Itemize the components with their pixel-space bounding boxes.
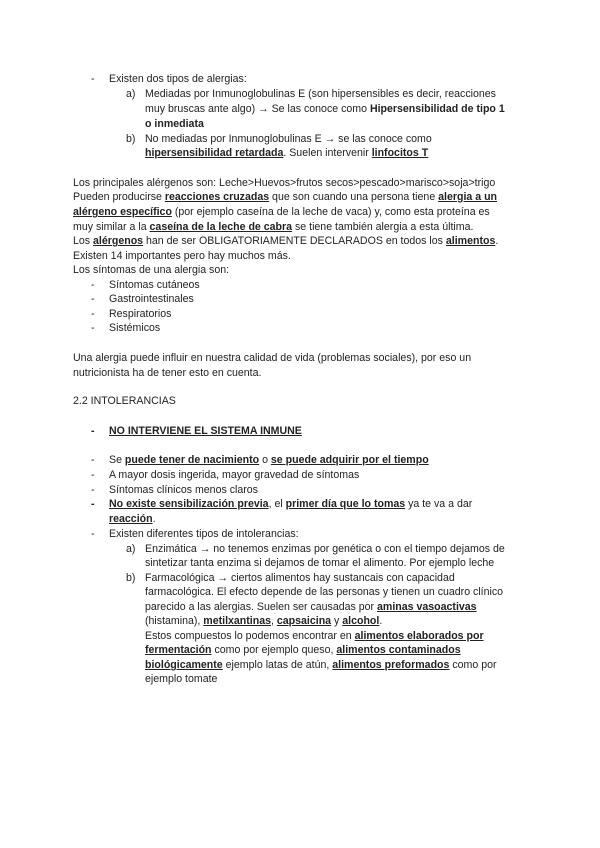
list-item: Sistémicos	[109, 322, 161, 334]
underlined-term: NO INTERVIENE EL SISTEMA INMUNE	[109, 425, 302, 437]
underlined-term: fermentación	[145, 644, 212, 656]
list-item: Existen diferentes tipos de intolerancias:	[109, 528, 299, 540]
bullet-dash: -	[91, 454, 95, 466]
underlined-term: alérgenos	[93, 235, 144, 247]
list-item	[109, 453, 429, 467]
bullet-dash: -	[91, 528, 95, 540]
list-item: A mayor dosis ingerida, mayor gravedad de síntomas	[109, 469, 360, 481]
allergy-type-a-line: Mediadas por Inmunoglobulinas E (son hipersensibles es decir, reacciones	[145, 88, 496, 100]
text-run: o	[259, 454, 271, 466]
underlined-term: alérgeno específico	[73, 206, 172, 218]
section-heading: 2.2 INTOLERANCIAS	[73, 395, 176, 407]
underlined-term: primer día que lo tomas	[285, 498, 406, 510]
bold-term: o inmediata	[145, 118, 204, 130]
underlined-term: alcohol	[342, 615, 380, 627]
paragraph-line	[73, 190, 497, 204]
text-run: parecido a las alergias. Suelen ser causadas por	[145, 601, 378, 613]
bullet-dash: -	[91, 279, 95, 291]
underlined-term: alergia a un	[438, 191, 498, 203]
underlined-term: alimentos preformados	[332, 659, 450, 671]
underlined-term: metilxantinas	[203, 615, 271, 627]
underlined-term: hipersensibilidad retardada	[145, 147, 284, 159]
underlined-term: reacción	[109, 513, 153, 525]
bullet-dash: -	[91, 293, 95, 305]
paragraph-line: Los síntomas de una alergia son:	[73, 264, 230, 276]
underlined-term: alimentos contaminados	[336, 644, 461, 656]
text-run: muy similar a la	[73, 221, 150, 233]
underlined-term: aminas vasoactivas	[377, 601, 477, 613]
bullet-dash: -	[91, 308, 95, 320]
list-marker: b)	[126, 572, 136, 584]
text-run: .	[379, 615, 383, 627]
underlined-term: alimentos	[445, 235, 496, 247]
list-item: Síntomas clínicos menos claros	[109, 484, 258, 496]
paragraph-line	[73, 234, 498, 248]
bold-term: Hipersensibilidad de tipo 1	[369, 103, 505, 115]
pharmacological-line	[145, 600, 477, 614]
list-item-continuation	[109, 512, 156, 526]
bullet-dash: -	[91, 322, 95, 334]
allergy-type-b-line	[145, 146, 428, 160]
pharmacological-line: Farmacológica → ciertos alimentos hay sustancais con capacidad	[145, 572, 455, 584]
paragraph-line: Una alergia puede influir en nuestra calidad de vida (problemas sociales), por eso un	[73, 352, 472, 364]
allergy-type-a-line	[145, 102, 505, 116]
text-run: (por ejemplo caseína de la leche de vaca) y, como esta proteína es	[171, 206, 490, 218]
text-run: Estos compuestos lo podemos encontrar en	[145, 630, 355, 642]
list-marker: a)	[126, 88, 136, 100]
text-run: han de ser OBLIGATORIAMENTE DECLARADOS en todos los	[143, 235, 446, 247]
enzymatic-line: sintetizar tanta enzima si dejamos de tomar el alimento. Por ejemplo leche	[145, 557, 495, 569]
text-run: ,	[271, 615, 277, 627]
text-run: .	[495, 235, 499, 247]
pharmacological-line	[145, 629, 484, 643]
text-run: se tiene también alergia a esta última.	[292, 221, 474, 233]
underlined-term: alimentos elaborados por	[354, 630, 484, 642]
list-marker: a)	[126, 543, 136, 555]
underlined-term: se puede adquirir por el tiempo	[270, 454, 429, 466]
paragraph-line: nutricionista ha de tener esto en cuenta.	[73, 367, 262, 379]
text-run: . Suelen intervenir	[283, 147, 372, 159]
enzymatic-line: Enzimática → no tenemos enzimas por genética o con el tiempo dejamos de	[145, 543, 505, 555]
text-run: Pueden producirse	[73, 191, 165, 203]
list-item: Síntomas cutáneos	[109, 279, 200, 291]
list-item	[109, 497, 472, 511]
allergy-types-intro: Existen dos tipos de alergias:	[109, 73, 247, 85]
text-run: muy bruscas ante algo) → Se las conoce como	[145, 103, 370, 115]
text-run: ejemplo latas de atún,	[222, 659, 333, 671]
pharmacological-line	[145, 658, 497, 672]
underlined-term: puede tener de nacimiento	[124, 454, 260, 466]
pharmacological-line: ejemplo tomate	[145, 673, 218, 685]
underlined-term: caseína de la leche de cabra	[149, 221, 293, 233]
paragraph-line: Los principales alérgenos son: Leche>Huevos>frutos secos>pescado>marisco>soja>trigo	[73, 177, 496, 189]
pharmacological-line	[145, 643, 461, 657]
pharmacological-line	[145, 614, 382, 628]
text-run: ya te va a dar	[405, 498, 473, 510]
text-run: , el	[268, 498, 286, 510]
text-run: .	[152, 513, 156, 525]
text-run: y	[331, 615, 343, 627]
paragraph-line	[73, 205, 490, 219]
underlined-term: linfocitos T	[371, 147, 429, 159]
bullet-dash: -	[91, 73, 95, 85]
text-run: como por ejemplo queso,	[211, 644, 337, 656]
underlined-term: No existe sensibilización previa	[109, 498, 269, 510]
text-run: como por	[449, 659, 497, 671]
bullet-dash: -	[91, 484, 95, 496]
underlined-term: biológicamente	[145, 659, 223, 671]
paragraph-line: Existen 14 importantes pero hay muchos más.	[73, 250, 291, 262]
paragraph-line	[73, 220, 473, 234]
underlined-term: capsaicina	[276, 615, 332, 627]
bullet-dash: -	[91, 498, 95, 510]
list-marker: b)	[126, 133, 136, 145]
bullet-dash: -	[91, 469, 95, 481]
text-run: (histamina),	[145, 615, 204, 627]
bullet-dash: -	[91, 425, 95, 437]
list-item: Gastrointestinales	[109, 293, 194, 305]
list-item: Respiratorios	[109, 308, 172, 320]
pharmacological-line: farmacológica. El efecto depende de las personas y tienen un cuadro clínico	[145, 586, 504, 598]
allergy-type-b-line: No mediadas por Inmunoglobulinas E → se las conoce como	[145, 133, 432, 145]
text-run: que son cuando una persona tiene	[269, 191, 439, 203]
text-run: Los	[73, 235, 94, 247]
underlined-term: reacciones cruzadas	[164, 191, 270, 203]
text-run: Se	[109, 454, 125, 466]
